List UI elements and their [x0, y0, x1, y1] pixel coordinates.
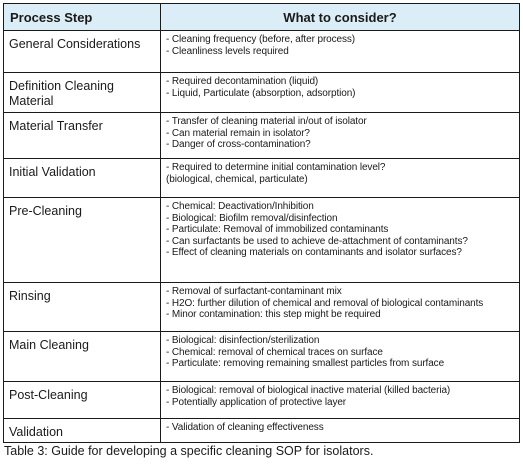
consideration-item: - Transfer of cleaning material in/out of isolator — [166, 116, 367, 127]
consideration-cell — [161, 382, 520, 419]
consideration-item: - Cleaning frequency (before, after process) — [166, 34, 356, 45]
consideration-cell — [161, 73, 520, 113]
process-step-cell: Pre-Cleaning — [4, 198, 161, 283]
table-row — [4, 419, 520, 443]
consideration-item: - Minor contamination: this step might be required — [166, 309, 381, 321]
sop-table-container — [3, 3, 519, 443]
process-step-cell: Validation — [4, 419, 161, 443]
table-row — [4, 382, 520, 419]
consideration-item: - H2O: further dilution of chemical and removal of biological contaminants — [166, 297, 484, 309]
table-row — [4, 332, 520, 382]
consideration-cell — [161, 332, 520, 382]
consideration-item: - Can surfactants be used to achieve de-attachment of contaminants? — [166, 235, 468, 247]
consideration-cell — [161, 198, 520, 283]
consideration-item: - Required to determine initial contamination level? — [166, 162, 386, 173]
consideration-item: - Potentially application of protective layer — [166, 396, 347, 408]
table-row — [4, 113, 520, 159]
consideration-cell — [161, 159, 520, 198]
column-header-process-step: Process Step — [4, 4, 161, 31]
process-step-cell: Material Transfer — [4, 113, 161, 159]
consideration-item: - Chemical: removal of chemical traces on surface — [166, 346, 383, 358]
consideration-item: - Danger of cross-contamination? — [166, 139, 311, 151]
consideration-item: - Cleanliness levels required — [166, 45, 289, 57]
consideration-item: - Liquid, Particulate (absorption, adsorption) — [166, 87, 356, 99]
consideration-item: - Validation of cleaning effectiveness — [166, 422, 324, 433]
process-step-cell: General Considerations — [4, 31, 161, 73]
table-row — [4, 198, 520, 283]
table-body — [4, 31, 520, 443]
process-step-cell: Definition Cleaning Material — [4, 73, 161, 113]
process-step-cell: Initial Validation — [4, 159, 161, 198]
table-row — [4, 31, 520, 73]
table-caption: Table 3: Guide for developing a specific cleaning SOP for isolators. — [4, 444, 374, 458]
table-row — [4, 283, 520, 332]
consideration-item: - Biological: removal of biological inactive material (killed bacteria) — [166, 385, 451, 396]
consideration-item: - Can material remain in isolator? — [166, 127, 310, 139]
consideration-item: (biological, chemical, particulate) — [166, 173, 308, 185]
consideration-cell — [161, 31, 520, 73]
table-row — [4, 73, 520, 113]
consideration-item: - Biological: Biofilm removal/disinfection — [166, 212, 338, 224]
consideration-cell — [161, 419, 520, 443]
consideration-item: - Required decontamination (liquid) — [166, 76, 319, 87]
cleaning-sop-table — [3, 3, 520, 443]
process-step-cell: Post-Cleaning — [4, 382, 161, 419]
process-step-cell: Main Cleaning — [4, 332, 161, 382]
consideration-item: - Particulate: removing remaining smallest particles from surface — [166, 358, 445, 370]
consideration-item: - Removal of surfactant-contaminant mix — [166, 286, 342, 297]
consideration-item: - Particulate: Removal of immobilized contaminants — [166, 224, 389, 236]
table-header-row — [4, 4, 520, 31]
table-row — [4, 159, 520, 198]
consideration-cell — [161, 113, 520, 159]
consideration-item: - Chemical: Deactivation/Inhibition — [166, 201, 314, 212]
consideration-item: - Biological: disinfection/sterilization — [166, 335, 320, 346]
process-step-cell: Rinsing — [4, 283, 161, 332]
consideration-cell — [161, 283, 520, 332]
column-header-what-to-consider: What to consider? — [161, 4, 520, 31]
consideration-item: - Effect of cleaning materials on contaminants and isolator surfaces? — [166, 247, 462, 259]
